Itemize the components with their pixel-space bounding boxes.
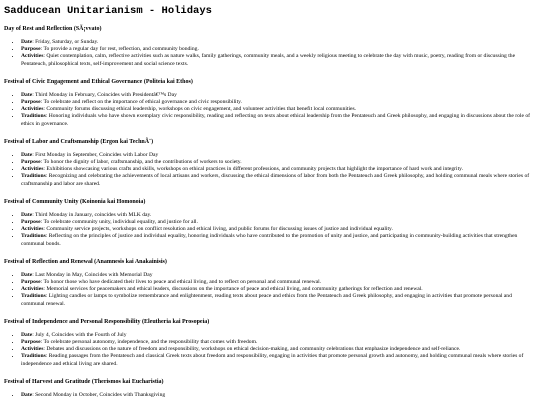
festival-traditions-item: • Traditions: Recognizing and celebrating the achievements of local artisans and workers, discussing the ethical dimensions of labor from both the Pentateuch and Greek philosophy, and holding communal meals where stories of craftsmanship and labor are shared. <box>21 173 536 187</box>
festival-section <box>4 198 536 248</box>
festival-purpose-item: • Purpose: To honor the dignity of labor, craftsmanship, and the contributions of workers to society. <box>21 159 536 166</box>
festival-title: Festival of Civic Engagement and Ethical Governance (Politeia kai Ethos) <box>4 78 193 85</box>
festival-details <box>4 152 536 188</box>
festival-traditions-label: Traditions <box>21 353 46 360</box>
festival-activities-item: • Activities: Community forums discussing ethical leadership, workshops on civic engagement, and volunteer activities that benefit local communities. <box>21 106 536 113</box>
festival-traditions-label: Traditions <box>21 293 46 300</box>
festival-activities-text: Exhibitions showcasing various crafts and skills, workshops on ethical practices in different professions, and community projects that highlight the importance of hard work and integrity. <box>46 166 463 173</box>
festival-title: Festival of Community Unity (Koinonia kai Homonoia) <box>4 198 146 205</box>
festival-activities-label: Activities <box>21 106 44 113</box>
festival-activities-label: Activities <box>21 166 44 173</box>
festival-purpose-item: • Purpose: To provide a regular day for rest, reflection, and community bonding. <box>21 46 536 53</box>
festival-details <box>4 392 536 399</box>
festival-traditions-text: Reading passages from the Pentateuch and classical Greek texts about freedom and responsibility, engaging in activities that promote personal growth and autonomy, and holding communal meals where stories of independence and ethical living are shared. <box>21 353 524 367</box>
festival-activities-item: • Activities: Exhibitions showcasing various crafts and skills, workshops on ethical practices in different professions, and community projects that highlight the importance of hard work and integrity. <box>21 166 536 173</box>
festival-date-label: Date <box>21 271 33 278</box>
festival-traditions-text: Recognizing and celebrating the achievements of local artisans and workers, discussing the ethical dimensions of labor from both the Pentateuch and Greek philosophy, and holding communal meals where stories of craftsmanship and labor are shared. <box>21 173 530 187</box>
festival-date-label: Date <box>21 211 33 218</box>
festival-date-item: • Date: Second Monday in October, Coincides with Thanksgiving <box>21 392 536 399</box>
festival-activities-item: • Activities: Quiet contemplation, calm, reflective activities such as nature walks, family gatherings, community meals, and a weekly religious meeting to celebrate the day with music, poetry, reading from or discussing the Pentateuch, philosophical texts, self-improvement and social science texts. <box>21 53 536 67</box>
festival-activities-text: Quiet contemplation, calm, reflective activities such as nature walks, family gatherings, community meals, and a weekly religious meeting to celebrate the day with music, poetry, reading from or discussing the Pentateuch, philosophical texts, self-improvement and social science texts. <box>21 53 516 67</box>
festival-activities-item: • Activities: Community service projects, workshops on conflict resolution and ethical living, and public forums for discussing issues of justice and individual equality. <box>21 226 536 233</box>
festival-date-item: • Date: Third Monday in January, coincides with MLK day. <box>21 212 536 219</box>
festival-activities-text: Memorial services for peacemakers and ethical leaders, discussions on the importance of peace and ethical living, and community gatherings for reflection and renewal. <box>46 286 423 293</box>
festival-traditions-item: • Traditions: Reflecting on the principles of justice and individual equality, honoring individuals who have contributed to the promotion of unity and justice, and participating in community-building activities that strengthen communal bonds. <box>21 233 536 247</box>
festival-details <box>4 332 536 368</box>
festival-purpose-label: Purpose <box>21 99 41 106</box>
festival-activities-label: Activities <box>21 53 44 60</box>
festival-purpose-text: To honor those who have dedicated their lives to peace and ethical living, and to reflect on personal and communal renewal. <box>43 279 322 286</box>
festival-section <box>4 78 536 128</box>
festival-activities-label: Activities <box>21 286 44 293</box>
festival-traditions-label: Traditions <box>21 113 46 120</box>
festival-traditions-text: Lighting candles or lamps to symbolize remembrance and enlightenment, reading texts about peace and ethics from the Pentateuch and Greek philosophy, and engaging in activities that promote personal and communal renewal. <box>21 293 512 307</box>
festival-date-item: • Date: Third Monday in February, Coincides with Presidentâ€™s Day <box>21 92 536 99</box>
festival-title: Festival of Harvest and Gratitude (Therismos kai Eucharistia) <box>4 378 164 385</box>
festival-traditions-label: Traditions <box>21 173 46 180</box>
festival-date-item: • Date: July 4, Coincides with the Fourth of July <box>21 332 536 339</box>
festival-purpose-item: • Purpose: To celebrate personal autonomy, independence, and the responsibility that comes with freedom. <box>21 339 536 346</box>
festival-activities-item: • Activities: Debates and discussions on the nature of freedom and responsibility, workshops on ethical decision-making, and community celebrations that emphasize independence and self-reliance. <box>21 346 536 353</box>
page-title: Sadducean Unitarianism - Holidays <box>4 5 212 17</box>
festival-traditions-item: • Traditions: Honoring individuals who have shown exemplary civic responsibility, reading and reflecting on texts about ethical leadership from the Pentateuch and Greek philosophy, and engaging in discussions about the role of ethics in governance. <box>21 113 536 127</box>
festival-date-label: Date <box>21 39 33 45</box>
festival-purpose-label: Purpose <box>21 46 41 53</box>
festival-date-text: July 4, Coincides with the Fourth of July <box>35 331 127 338</box>
festival-purpose-item: • Purpose: To celebrate community unity, individual equality, and justice for all. <box>21 219 536 226</box>
festival-purpose-label: Purpose <box>21 339 41 346</box>
festival-details <box>4 212 536 248</box>
festival-section <box>4 378 536 399</box>
festival-activities-text: Debates and discussions on the nature of freedom and responsibility, workshops on ethical decision-making, and community celebrations that emphasize independence and self-reliance. <box>46 346 461 353</box>
festival-traditions-text: Honoring individuals who have shown exemplary civic responsibility, reading and reflecting on texts about ethical leadership from the Pentateuch and Greek philosophy, and engaging in discussions about the role of ethics in governance. <box>21 113 531 127</box>
festival-details <box>4 92 536 128</box>
festival-activities-label: Activities <box>21 346 44 353</box>
festival-purpose-label: Purpose <box>21 159 41 166</box>
festival-purpose-text: To honor the dignity of labor, craftsmanship, and the contributions of workers to society. <box>43 159 242 166</box>
festival-activities-label: Activities <box>21 226 44 233</box>
festival-title: Festival of Reflection and Renewal (Anamnesis kai Anakainisis) <box>4 258 167 265</box>
festival-details <box>4 39 536 68</box>
festival-date-item: • Date: First Monday in September, Coincides with Labor Day <box>21 152 536 159</box>
festival-traditions-text: Reflecting on the principles of justice and individual equality, honoring individuals who have contributed to the promotion of unity and justice, and participating in community-building activities that strengthen communal bonds. <box>21 233 518 247</box>
festival-activities-text: Community service projects, workshops on conflict resolution and ethical living, and public forums for discussing issues of justice and individual equality. <box>46 226 393 233</box>
festival-details <box>4 272 536 308</box>
festival-date-item: • Date: Last Monday in May, Coincides with Memorial Day <box>21 272 536 279</box>
festival-activities-item: • Activities: Memorial services for peacemakers and ethical leaders, discussions on the importance of peace and ethical living, and community gatherings for reflection and renewal. <box>21 286 536 293</box>
festival-date-text: Third Monday in February, Coincides with Presidentâ€™s Day <box>35 91 177 98</box>
festival-date-text: Last Monday in May, Coincides with Memorial Day <box>35 271 153 278</box>
festival-title: Day of Rest and Reflection (SÃ¡vvato) <box>4 26 102 32</box>
festival-traditions-label: Traditions <box>21 233 46 240</box>
festival-traditions-item: • Traditions: Reading passages from the Pentateuch and classical Greek texts about freedom and responsibility, engaging in activities that promote personal growth and autonomy, and holding communal meals where stories of independence and ethical living are shared. <box>21 353 536 367</box>
festival-activities-text: Community forums discussing ethical leadership, workshops on civic engagement, and volunteer activities that benefit local communities. <box>46 106 357 113</box>
festival-purpose-label: Purpose <box>21 279 41 286</box>
festival-date-label: Date <box>21 331 33 338</box>
festival-date-label: Date <box>21 151 33 158</box>
festival-purpose-text: To celebrate community unity, individual equality, and justice for all. <box>43 219 198 226</box>
festival-date-text: Third Monday in January, coincides with MLK day. <box>35 211 152 218</box>
festival-purpose-text: To provide a regular day for rest, reflection, and community bonding. <box>43 46 199 53</box>
festival-purpose-item: • Purpose: To celebrate and reflect on the importance of ethical governance and civic responsibility. <box>21 99 536 106</box>
festival-section <box>4 258 536 308</box>
festival-date-label: Date <box>21 91 33 98</box>
festival-purpose-text: To celebrate and reflect on the importance of ethical governance and civic responsibility. <box>43 99 242 106</box>
festival-date-item: • Date: Friday, Saturday, or Sunday. <box>21 39 536 46</box>
festival-section <box>4 25 536 68</box>
festival-purpose-item: • Purpose: To honor those who have dedicated their lives to peace and ethical living, and to reflect on personal and communal renewal. <box>21 279 536 286</box>
festival-section <box>4 138 536 188</box>
festival-date-text: Second Monday in October, Coincides with Thanksgiving <box>35 391 166 398</box>
festival-title: Festival of Independence and Personal Responsibility (Eleutheria kai Prosopeia) <box>4 318 210 325</box>
festival-date-text: Friday, Saturday, or Sunday. <box>35 39 99 45</box>
festival-date-text: First Monday in September, Coincides with Labor Day <box>35 151 159 158</box>
festival-title: Festival of Labor and Craftsmanship (Ergon kai TechnÃ¨) <box>4 138 154 145</box>
festival-purpose-text: To celebrate personal autonomy, independence, and the responsibility that comes with freedom. <box>43 339 258 346</box>
festival-purpose-label: Purpose <box>21 219 41 226</box>
festival-traditions-item: • Traditions: Lighting candles or lamps to symbolize remembrance and enlightenment, reading texts about peace and ethics from the Pentateuch and Greek philosophy, and engaging in activities that promote personal and communal renewal. <box>21 293 536 307</box>
festival-section <box>4 318 536 368</box>
festival-date-label: Date <box>21 391 33 398</box>
festival-list <box>4 25 536 399</box>
